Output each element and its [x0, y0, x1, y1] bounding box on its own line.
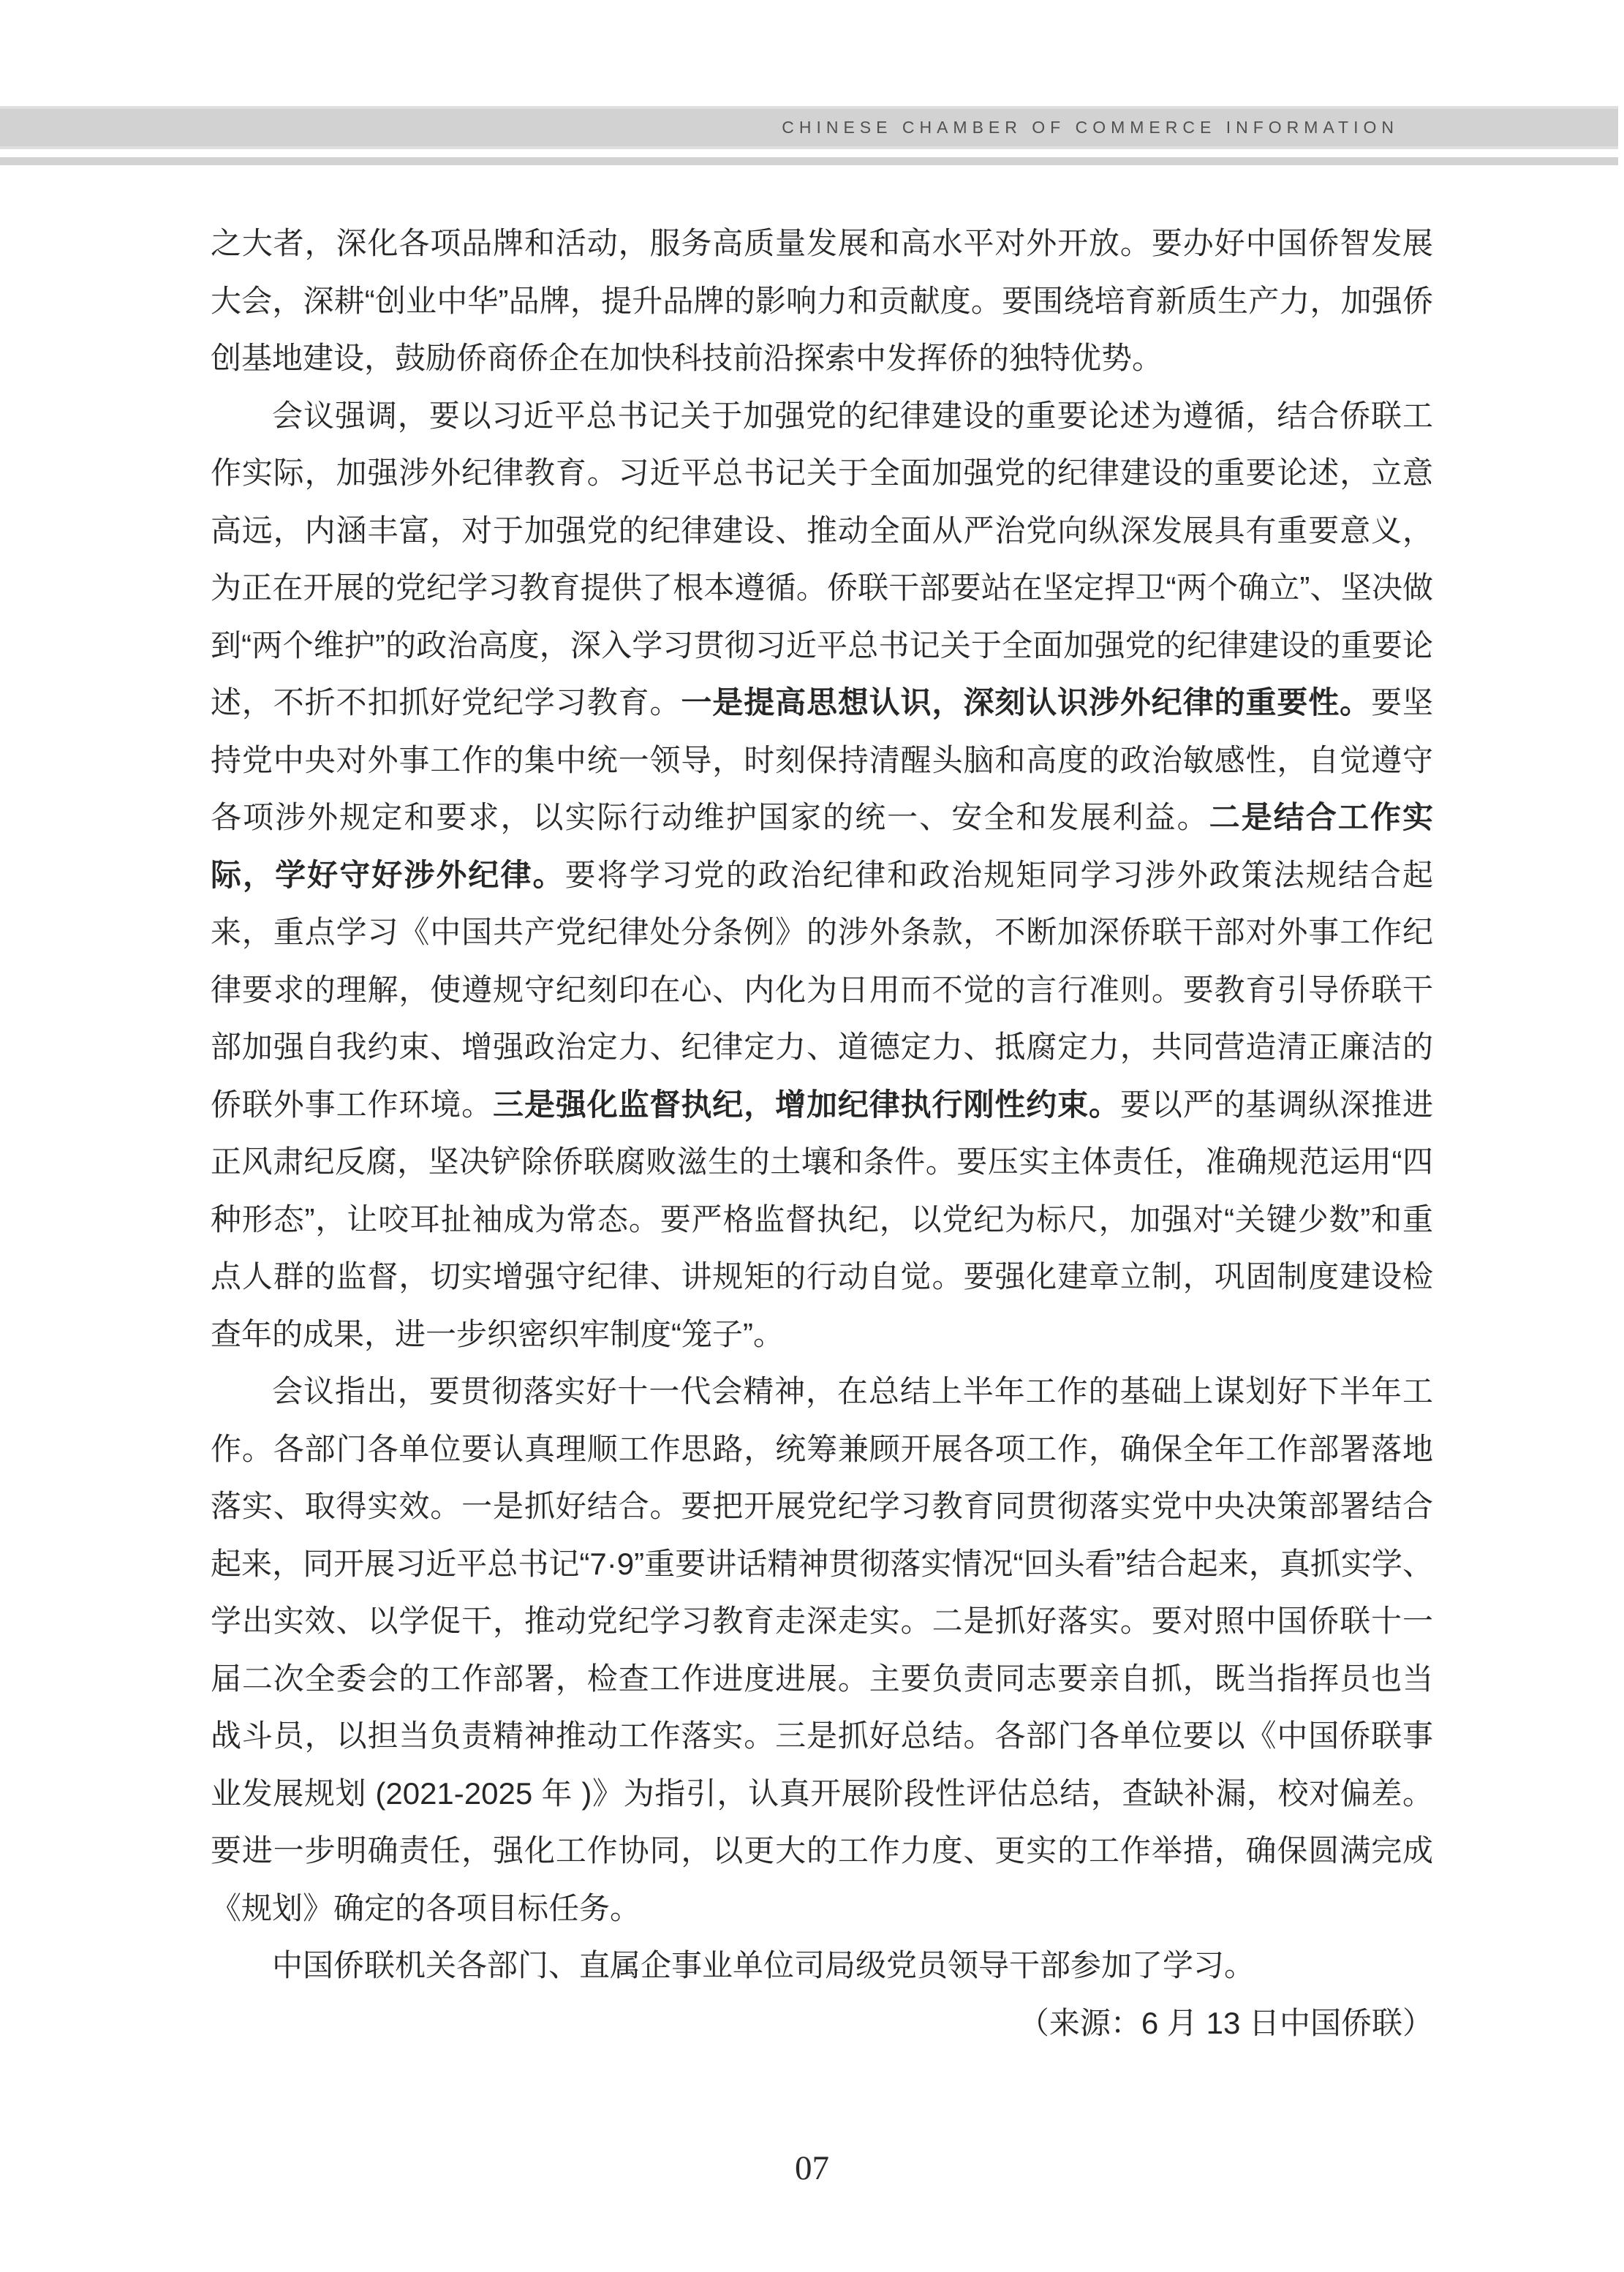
text-run: 之大者，深化各项品牌和活动，服务高质量发展和高水平对外开放。要办好中国侨智发展大会，深耕“创业中华”品牌，提升品牌的影响力和贡献度。要围绕培育新质生产力，加强侨创基地建设，鼓励侨商侨企在加快科技前沿探索中发挥侨的独特优势。 — [211, 226, 1433, 375]
article-body — [211, 215, 1433, 2052]
header-band — [0, 106, 1618, 149]
paragraph — [211, 215, 1433, 388]
text-run: 要以严的基调纵深推进正风肃纪反腐，坚决铲除侨联腐败滋生的土壤和条件。要压实主体责任，准确规范运用“四种形态”，让咬耳扯袖成为常态。要严格监督执纪，以党纪为标尺，加强对“关键少数”和重点人群的监督，切实增强守纪律、讲规矩的行动自觉。要强化建章立制，巩固制度建设检查年的成果，进一步织密织牢制度“笼子”。 — [211, 1087, 1433, 1351]
header-rule — [0, 157, 1618, 165]
source-line: （来源：6 月 13 日中国侨联） — [1018, 2005, 1433, 2040]
paragraph — [211, 1937, 1433, 1995]
page-number: 07 — [795, 2149, 829, 2187]
text-run: 会议强调，要以习近平总书记关于加强党的纪律建设的重要论述为遵循，结合侨联工作实际，加强涉外纪律教育。习近平总书记关于全面加强党的纪律建设的重要论述，立意高远，内涵丰富，对于加强党的纪律建设、推动全面从严治党向纵深发展具有重要意义，为正在开展的党纪学习教育提供了根本遵循。侨联干部要站在坚定捍卫“两个确立”、坚决做到“两个维护”的政治高度，深入学习贯彻习近平总书记关于全面加强党的纪律建设的重要论述，不折不扣抓好党纪学习教育。 — [211, 398, 1433, 720]
text-run: 要将学习党的政治纪律和政治规矩同学习涉外政策法规结合起来，重点学习《中国共产党纪律处分条例》的涉外条款，不断加深侨联干部对外事工作纪律要求的理解，使遵规守纪刻印在心、内化为日用而不觉的言行准则。要教育引导侨联干部加强自我约束、增强政治定力、纪律定力、道德定力、抵腐定力，共同营造清正廉洁的侨联外事工作环境。 — [211, 857, 1433, 1122]
emphasis-run: 三是强化监督执纪，增加纪律执行刚性约束。 — [493, 1087, 1120, 1122]
text-run: 中国侨联机关各部门、直属企事业单位司局级党员领导干部参加了学习。 — [272, 1948, 1255, 1982]
emphasis-run: 一是提高思想认识，深刻认识涉外纪律的重要性。 — [681, 685, 1372, 720]
header-subtitle: CHINESE CHAMBER OF COMMERCE INFORMATION — [782, 118, 1399, 137]
paragraph — [211, 388, 1433, 1364]
text-run: 要坚持党中央对外事工作的集中统一领导，时刻保持清醒头脑和高度的政治敏感性，自觉遵守各项涉外规定和要求，以实际行动维护国家的统一、安全和发展利益。 — [211, 685, 1433, 834]
text-run: 会议指出，要贯彻落实好十一代会精神，在总结上半年工作的基础上谋划好下半年工作。各部门各单位要认真理顺工作思路，统筹兼顾开展各项工作，确保全年工作部署落地落实、取得实效。一是抓好结合。要把开展党纪学习教育同贯彻落实党中央决策部署结合起来，同开展习近平总书记“7·9”重要讲话精神贯彻落实情况“回头看”结合起来，真抓实学、学出实效、以学促干，推动党纪学习教育走深走实。二是抓好落实。要对照中国侨联十一届二次全委会的工作部署，检查工作进度进展。主要负责同志要亲自抓，既当指挥员也当战斗员，以担当负责精神推动工作落实。三是抓好总结。各部门各单位要以《中国侨联事业发展规划 (2021-2025 年 )》为指引，认真开展阶段性评估总结，查缺补漏，校对偏差。要进一步明确责任，强化工作协同，以更大的工作力度、更实的工作举措，确保圆满完成《规划》确定的各项目标任务。 — [211, 1374, 1433, 1925]
emphasis-run: 二是结合工作实际，学好守好涉外纪律。 — [211, 800, 1433, 892]
paragraph — [211, 1363, 1433, 1937]
